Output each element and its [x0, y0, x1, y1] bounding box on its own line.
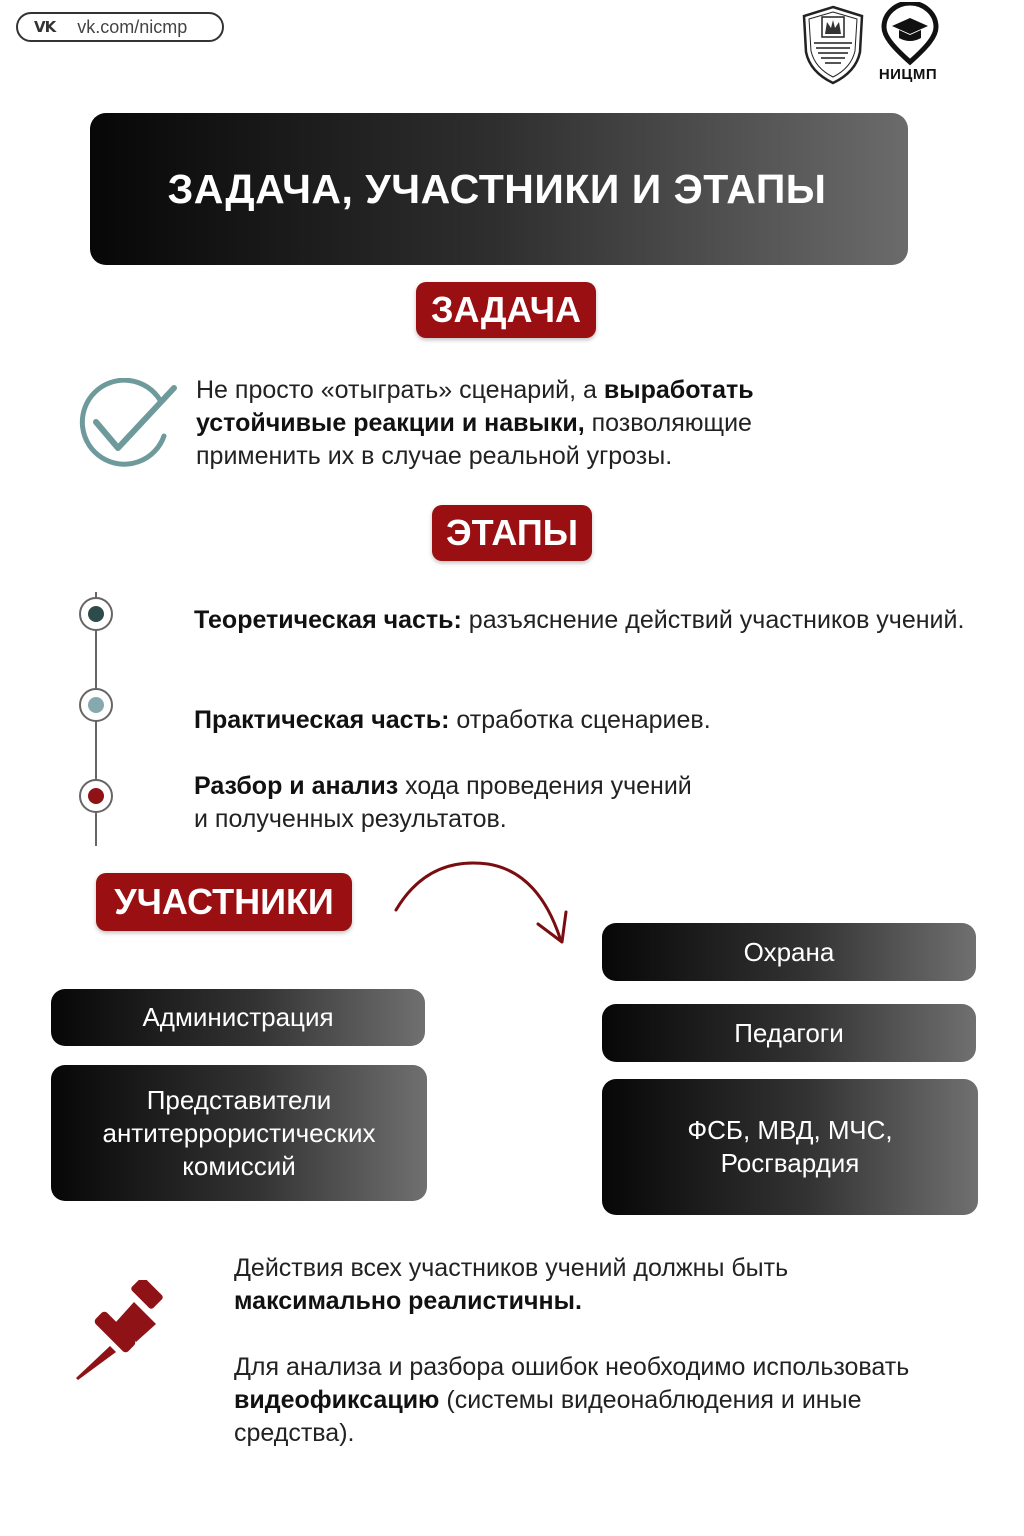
note-video: [234, 1351, 974, 1450]
task-text-bold: выработать устойчивые реакции и навыки,: [196, 376, 754, 437]
participant-administration: [51, 989, 425, 1046]
page-title: ЗАДАЧА, УЧАСТНИКИ И ЭТАПЫ: [167, 165, 827, 212]
stage-title: Практическая часть:: [194, 706, 450, 734]
stages-timeline: [70, 592, 122, 846]
participant-label: Педагоги: [734, 1017, 844, 1048]
stage-item: [194, 604, 984, 637]
participant-label: Охрана: [743, 936, 835, 967]
task-text-part: позволяющие применить их в случае реальной угрозы.: [196, 409, 752, 470]
page-title-banner: [90, 113, 908, 265]
participant-atc: [51, 1065, 427, 1201]
participant-label: Представители антитеррористических комиссий: [102, 1084, 376, 1181]
curved-arrow-icon: [388, 856, 578, 948]
participant-label: ФСБ, МВД, МЧС, Росгвардия: [687, 1115, 893, 1178]
stage-item: [194, 770, 984, 836]
vk-link[interactable]: [16, 12, 224, 42]
note-text: Действия всех участников учений должны быть: [234, 1254, 789, 1282]
note-bold: видеофиксацию: [234, 1386, 440, 1414]
stage-text: отработка сценариев.: [449, 706, 711, 734]
stage-item: [194, 704, 984, 737]
task-description: [196, 374, 856, 473]
participants-tag: УЧАСТНИКИ: [96, 873, 352, 931]
participant-agencies: [602, 1079, 978, 1215]
timeline-dot: [80, 598, 112, 630]
org-logo-text: НИЦМП: [878, 66, 938, 83]
vk-url-text: vk.com/nicmp: [77, 16, 188, 37]
participant-security: [602, 923, 976, 981]
stage-title: Теоретическая часть:: [194, 606, 462, 634]
checkmark-icon: [74, 378, 178, 470]
note-realism: [234, 1252, 974, 1318]
participant-label: Администрация: [142, 1002, 334, 1032]
vk-icon: VK: [34, 18, 56, 36]
pushpin-icon: [74, 1280, 178, 1384]
stages-tag: ЭТАПЫ: [432, 505, 592, 561]
stage-text: и полученных результатов.: [194, 805, 507, 833]
stage-text: хода проведения учений: [398, 772, 692, 800]
shield-emblem-icon: [800, 4, 866, 86]
timeline-dot: [80, 689, 112, 721]
participant-teachers: [602, 1004, 976, 1062]
task-text-part: Не просто «отыграть» сценарий, а: [196, 376, 604, 404]
task-tag: ЗАДАЧА: [416, 282, 596, 338]
stage-text: разъяснение действий участников учений.: [461, 606, 965, 634]
stage-title: Разбор и анализ: [194, 772, 399, 800]
timeline-dot: [80, 780, 112, 812]
note-text: (системы видеонаблюдения и иные средства).: [234, 1386, 862, 1447]
note-text: Для анализа и разбора ошибок необходимо использовать: [234, 1353, 910, 1381]
note-bold: максимально реалистичны.: [234, 1287, 582, 1315]
